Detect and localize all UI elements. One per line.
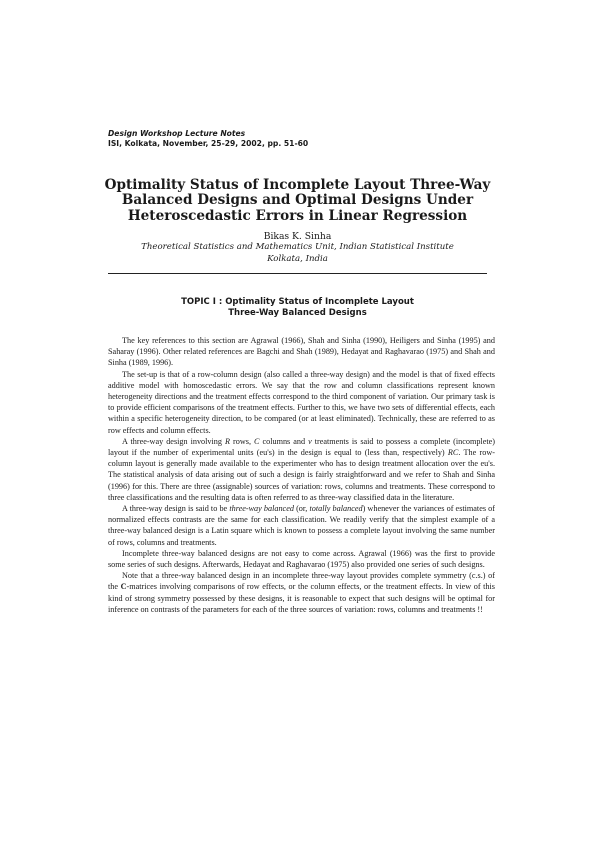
text-run: ) whenever the variances of estimates of normalized effects contrasts are the same for each classification. We readily verify that the simplest example of a three-way balanced design is a Latin square which is known to possess a complete layout involving the same number of rows, columns and treatments. xyxy=(108,504,495,547)
paragraph-2: The set-up is that of a row-column design (also called a three-way design) and the model is that of fixed effects additive model with homoscedastic errors. We say that the row and column classifications represent known heterogeneity directions and the treatment effects correspond to the third component of variation. Our primary task is to provide efficient comparisons of the treatment effects. Further to this, we have two sets of differential effects, each within a specific heterogeneity direction, to be compared (or at least eliminated). Technically, these are referred to as row effects and column effects. xyxy=(108,369,495,435)
math-symbol: C xyxy=(254,436,260,446)
affiliation-line-1: Theoretical Statistics and Mathematics Unit, Indian Statistical Institute xyxy=(141,242,454,252)
title-line-1: Optimality Status of Incomplete Layout Three-Way xyxy=(104,177,491,193)
text-run: . The row-column layout is generally made available to the experimenter who has to design treatment allocation over the eu's. The statistical analysis of data arising out of such a design is fairly straightforward and we refer to Shah and Sinha (1996) for this. There are three (assignable) sources of variation: rows, columns and treatments. These correspond to three classifications and the resulting data is often referred to as three-way classified data in the literature. xyxy=(108,448,495,502)
paragraph-1: The key references to this section are Agrawal (1966), Shah and Sinha (1990), Heiligers and Sinha (1995) and Saharay (1996). Other related references are Bagchi and Shah (1989), Hedayat and Raghavarao (1975) and Shah and Sinha (1989, 1996). xyxy=(108,336,495,368)
text-run: (or, xyxy=(293,504,310,514)
affiliation xyxy=(100,242,495,265)
emphasis: totally balanced xyxy=(309,504,363,514)
paper-title xyxy=(100,178,495,224)
math-bold-symbol: C xyxy=(120,582,127,592)
text-run: columns and xyxy=(259,436,309,446)
math-symbol: RC xyxy=(447,448,459,458)
text-run: A three-way design is said to be xyxy=(122,504,230,514)
venue-info: ISI, Kolkata, November, 25-29, 2002, pp. 51-60 xyxy=(108,139,309,148)
math-symbol: v xyxy=(308,436,312,446)
paragraph-6 xyxy=(108,570,495,615)
paragraph-4 xyxy=(108,503,495,548)
author-name: Bikas K. Sinha xyxy=(263,231,332,242)
text-run: Note that a three-way balanced design in an incomplete three-way layout provides complete symmetry (c.s.) of the xyxy=(108,571,495,592)
paragraph-5: Incomplete three-way balanced designs are not easy to come across. Agrawal (1966) was the first to provide some series of such designs. Afterwards, Hedayat and Raghavarao (1975) also provided one series of such designs. xyxy=(108,548,495,570)
paragraph-3 xyxy=(108,436,495,503)
text-run: treatments is said to possess a complete (incomplete) layout if the number of experimental units (eu's) in the design is equal to (less than, respectively) xyxy=(108,436,495,458)
title-line-3: Heteroscedastic Errors in Linear Regression xyxy=(127,207,468,224)
text-run: -matrices involving comparisons of row effects, or the column effects, or the treatment effects. In view of this kind of strong symmetry possessed by these designs, it is reasonable to expect that such designs will be optimal for inference on contrasts of the parameters for each of the three sources of variation: rows, columns and treatments !! xyxy=(108,582,495,614)
section-heading xyxy=(100,297,495,319)
body-text xyxy=(108,335,495,615)
series-name: Design Workshop Lecture Notes xyxy=(108,129,246,138)
title-line-2: Balanced Designs and Optimal Designs Under xyxy=(121,192,474,209)
section-heading-line-2: Three-Way Balanced Designs xyxy=(228,308,367,318)
math-symbol: R xyxy=(225,436,231,446)
section-heading-line-1: TOPIC I : Optimality Status of Incomplete Layout xyxy=(181,297,414,307)
text-run: rows, xyxy=(230,436,255,446)
emphasis: three-way balanced xyxy=(229,504,294,514)
affiliation-line-2: Kolkata, India xyxy=(267,253,328,264)
header-divider xyxy=(108,273,487,274)
text-run: A three-way design involving xyxy=(122,436,225,446)
